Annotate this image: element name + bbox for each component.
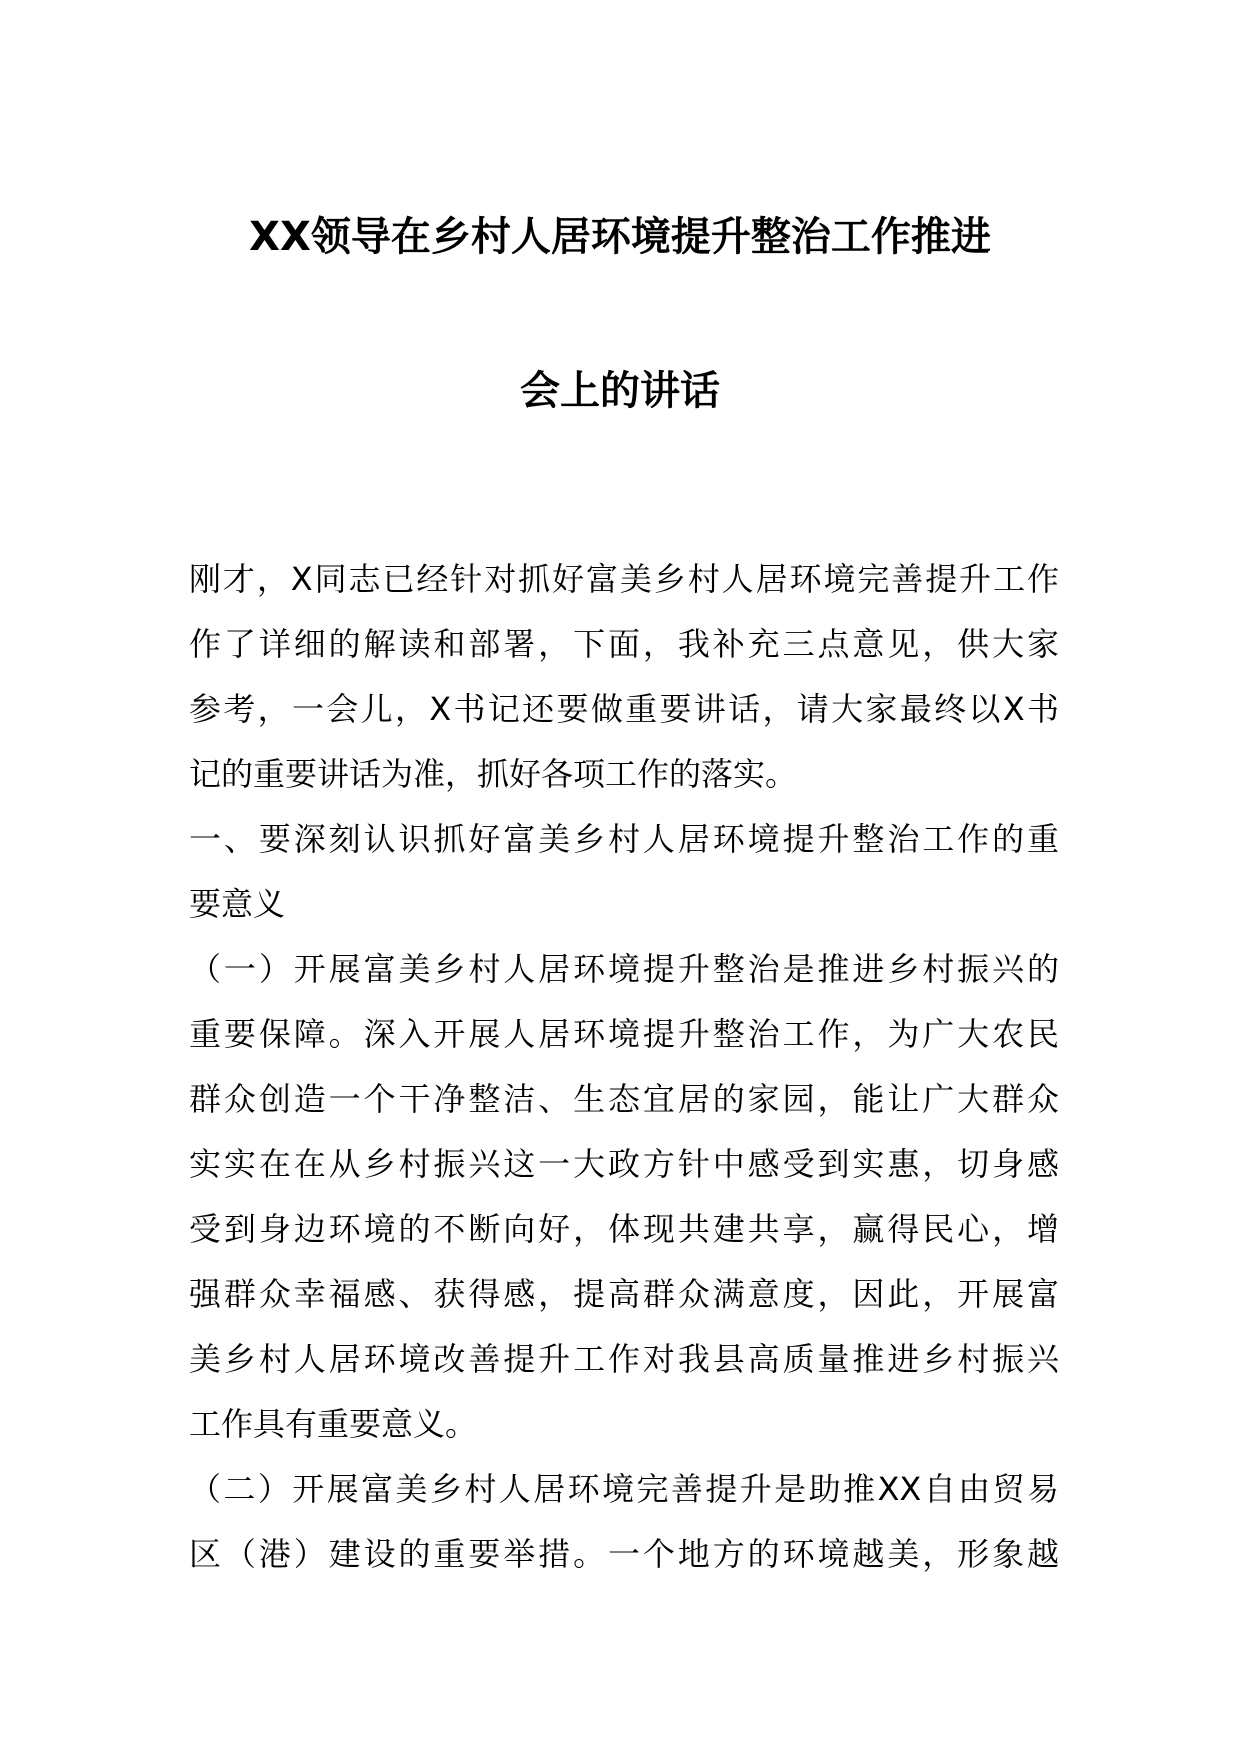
body-line: 受到身边环境的不断向好，体现共建共享，赢得民心，增: [189, 1210, 1059, 1248]
body-line: 记的重要讲话为准，抓好各项工作的落实。: [189, 755, 798, 793]
body-line: （一）开展富美乡村人居环境提升整治是推进乡村振兴的: [189, 950, 1059, 988]
document-title-line-1: XX领导在乡村人居环境提升整治工作推进: [249, 214, 991, 260]
body-line: 群众创造一个干净整洁、生态宜居的家园，能让广大群众: [189, 1080, 1059, 1118]
body-line: 参考，一会儿，X书记还要做重要讲话，请大家最终以X书: [189, 690, 1059, 728]
body-line: 美乡村人居环境改善提升工作对我县高质量推进乡村振兴: [189, 1340, 1059, 1378]
body-line: （二）开展富美乡村人居环境完善提升是助推XX自由贸易: [189, 1470, 1059, 1508]
section-heading-line: 一、要深刻认识抓好富美乡村人居环境提升整治工作的重: [189, 820, 1059, 858]
body-line: 重要保障。深入开展人居环境提升整治工作，为广大农民: [189, 1015, 1059, 1053]
document-title-line-2: 会上的讲话: [520, 368, 720, 414]
section-heading-line: 要意义: [189, 885, 286, 923]
body-line: 区（港）建设的重要举措。一个地方的环境越美，形象越: [189, 1535, 1059, 1573]
body-line: 实实在在从乡村振兴这一大政方针中感受到实惠，切身感: [189, 1145, 1059, 1183]
body-line: 强群众幸福感、获得感，提高群众满意度，因此，开展富: [189, 1275, 1059, 1313]
body-line: 工作具有重要意义。: [189, 1405, 478, 1443]
body-line: 作了详细的解读和部署，下面，我补充三点意见，供大家: [189, 625, 1059, 663]
body-line: 刚才，X同志已经针对抓好富美乡村人居环境完善提升工作: [189, 560, 1059, 598]
document-body: [189, 547, 1059, 1587]
